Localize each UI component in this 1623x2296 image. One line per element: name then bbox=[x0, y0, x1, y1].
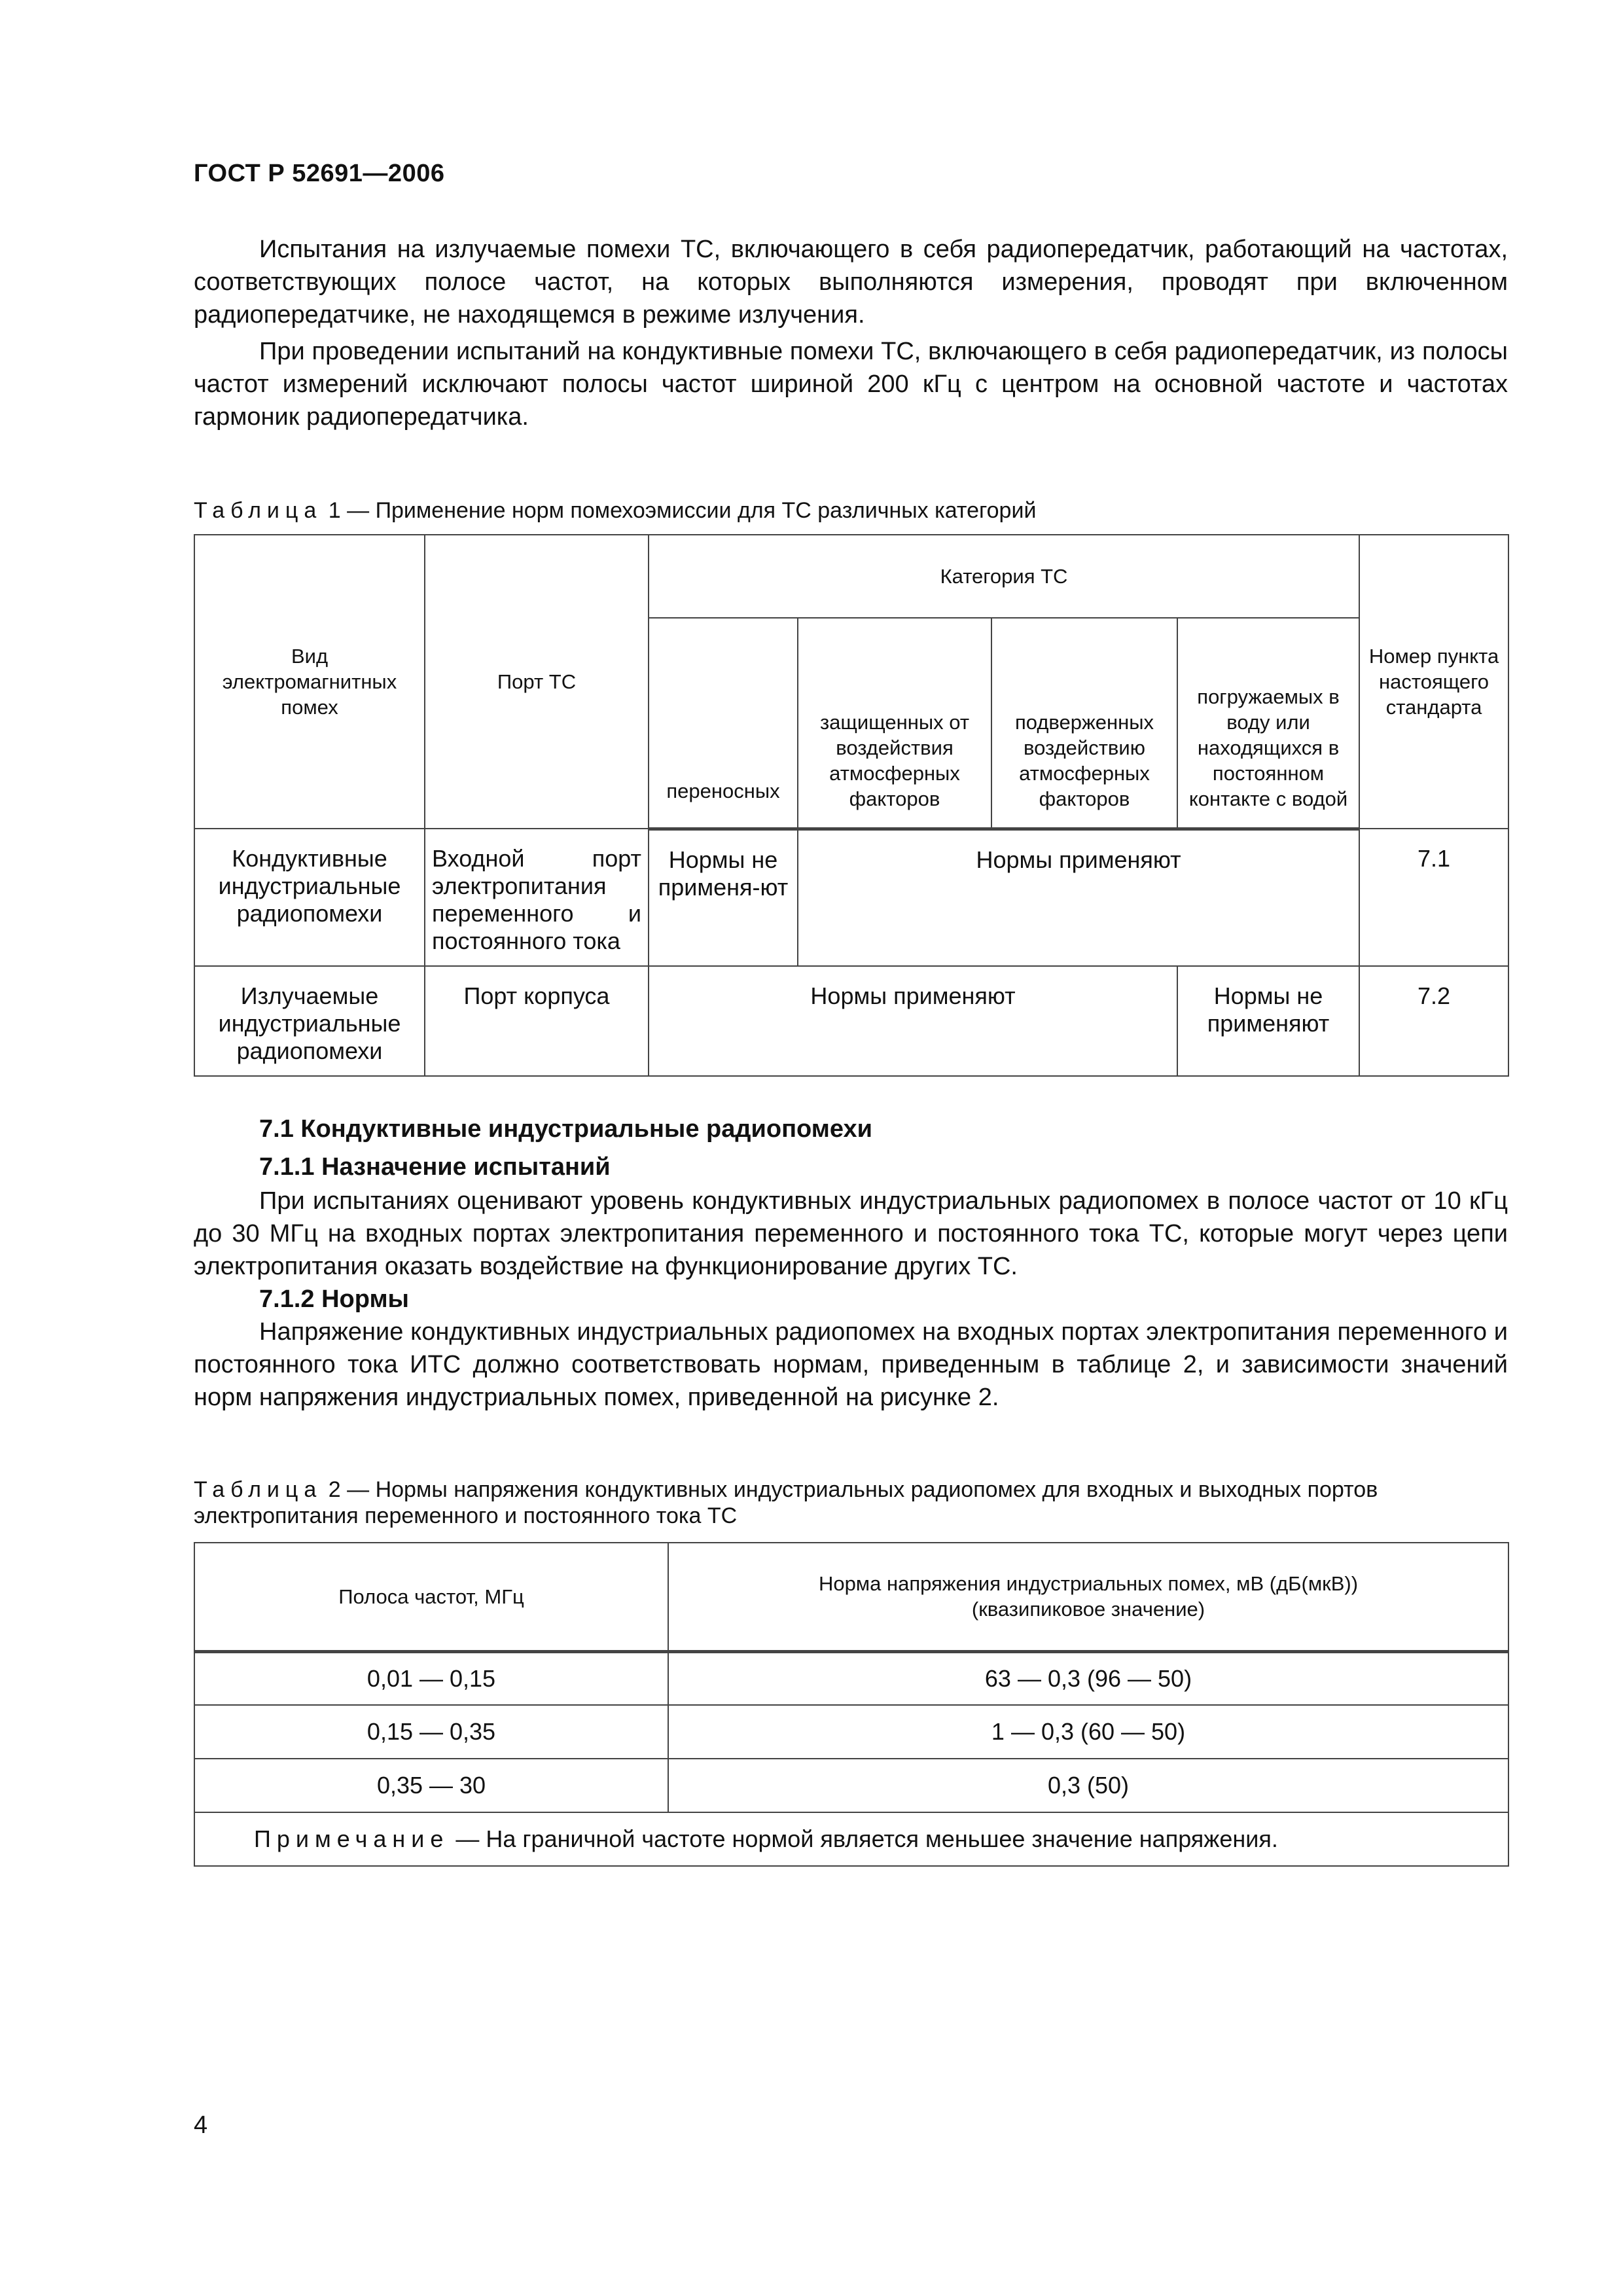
table1-caption bbox=[194, 497, 1508, 524]
t1-row1-clause: 7.1 bbox=[1359, 829, 1508, 966]
t1-header-port: Порт ТС bbox=[425, 535, 649, 829]
t2-row3-norm: 0,3 (50) bbox=[668, 1759, 1508, 1812]
table1-caption-prefix: Таблица bbox=[194, 498, 323, 523]
table-row bbox=[194, 966, 1508, 1076]
table1-caption-text: 1 — Применение норм помехоэмиссии для ТС различных категорий bbox=[328, 498, 1037, 523]
t1-row1-port: Входной порт электропитания переменного и постоянного тока bbox=[425, 829, 649, 966]
t1-header-portable: переносных bbox=[649, 618, 798, 829]
t1-header-exposed: подверженных воздействию атмосферных факторов bbox=[991, 618, 1177, 829]
section-7-1-2-heading: 7.1.2 Нормы bbox=[259, 1285, 410, 1313]
table2-caption-prefix: Таблица bbox=[194, 1477, 323, 1502]
t1-header-clause: Номер пункта настоящего стандарта bbox=[1359, 535, 1508, 829]
t2-row1-norm: 63 — 0,3 (96 — 50) bbox=[668, 1651, 1508, 1705]
t1-header-category: Категория ТС bbox=[649, 535, 1359, 618]
t1-row2-clause: 7.2 bbox=[1359, 966, 1508, 1076]
t2-note-prefix: Примечание bbox=[254, 1825, 450, 1852]
t1-row2-submerged: Нормы не применяют bbox=[1177, 966, 1359, 1076]
t2-header-norm-line1: Норма напряжения индустриальных помех, мВ (дБ(мкВ)) bbox=[818, 1572, 1359, 1596]
document-header: ГОСТ Р 52691—2006 bbox=[194, 160, 445, 187]
t2-row3-band: 0,35 — 30 bbox=[194, 1759, 668, 1812]
section-7-1-1-heading: 7.1.1 Назначение испытаний bbox=[259, 1153, 611, 1181]
table2-caption-text: 2 — Нормы напряжения кондуктивных индустриальных радиопомех для входных и выходных портов электропитания переменного и постоянного тока ТС bbox=[194, 1477, 1378, 1528]
section-7-1-1-paragraph: При испытаниях оценивают уровень кондуктивных индустриальных радиопомех в полосе частот от 10 кГц до 30 МГц на входных портах электропитания переменного и постоянного тока ТС, которые могут через цепи электропитания оказать воздействие на функционирование других ТС. bbox=[194, 1187, 1508, 1280]
table-row bbox=[194, 1705, 1508, 1759]
table2-caption bbox=[194, 1477, 1508, 1529]
t1-header-kind: Вид электромагнитных помех bbox=[194, 535, 425, 829]
table2 bbox=[194, 1542, 1509, 1867]
t2-note-text: — На граничной частоте нормой является меньшее значение напряжения. bbox=[455, 1825, 1278, 1852]
t1-row2-kind: Излучаемые индустриальные радиопомехи bbox=[194, 966, 425, 1076]
t2-header-norm bbox=[668, 1543, 1508, 1651]
t1-row1-kind: Кондуктивные индустриальные радиопомехи bbox=[194, 829, 425, 966]
t1-row1-others: Нормы применяют bbox=[798, 829, 1359, 966]
t1-row2-port: Порт корпуса bbox=[425, 966, 649, 1076]
t2-row2-norm: 1 — 0,3 (60 — 50) bbox=[668, 1705, 1508, 1759]
t2-row2-band: 0,15 — 0,35 bbox=[194, 1705, 668, 1759]
t1-header-submerged: погружаемых в воду или находящихся в постоянном контакте с водой bbox=[1177, 618, 1359, 829]
t2-header-band: Полоса частот, МГц bbox=[194, 1543, 668, 1651]
section-7-1-2-paragraph: Напряжение кондуктивных индустриальных радиопомех на входных портах электропитания переменного и постоянного тока ИТС должно соответствовать нормам, приведенным в таблице 2, и зависимости значений норм напряжения индустриальных помех, приведенной на рисунке 2. bbox=[194, 1318, 1508, 1411]
t1-row2-first-three: Нормы применяют bbox=[649, 966, 1177, 1076]
table1 bbox=[194, 534, 1509, 1077]
intro-paragraph-1: Испытания на излучаемые помехи ТС, включающего в себя радиопередатчик, работающий на частотах, соответствующих полосе частот, на которых выполняются измерения, проводят при включенном радиопередатчике, не находящемся в режиме излучения. bbox=[194, 236, 1508, 329]
intro-paragraph-2: При проведении испытаний на кондуктивные помехи ТС, включающего в себя радиопередатчик, из полосы частот измерений исключают полосы частот шириной 200 кГц с центром на основной частоте и частотах гармоник радиопередатчика. bbox=[194, 338, 1508, 431]
t2-header-norm-line2: (квазипиковое значение) bbox=[971, 1598, 1205, 1621]
table-row bbox=[194, 1759, 1508, 1812]
section-7-1-heading: 7.1 Кондуктивные индустриальные радиопомехи bbox=[259, 1115, 872, 1143]
page-number: 4 bbox=[194, 2111, 208, 2139]
t1-row1-portable: Нормы не применя-ют bbox=[649, 829, 798, 966]
table-row bbox=[194, 1651, 1508, 1705]
t2-row1-band: 0,01 — 0,15 bbox=[194, 1651, 668, 1705]
table-row bbox=[194, 829, 1508, 966]
t2-note bbox=[194, 1812, 1508, 1866]
t1-header-protected: защищенных от воздействия атмосферных факторов bbox=[798, 618, 991, 829]
